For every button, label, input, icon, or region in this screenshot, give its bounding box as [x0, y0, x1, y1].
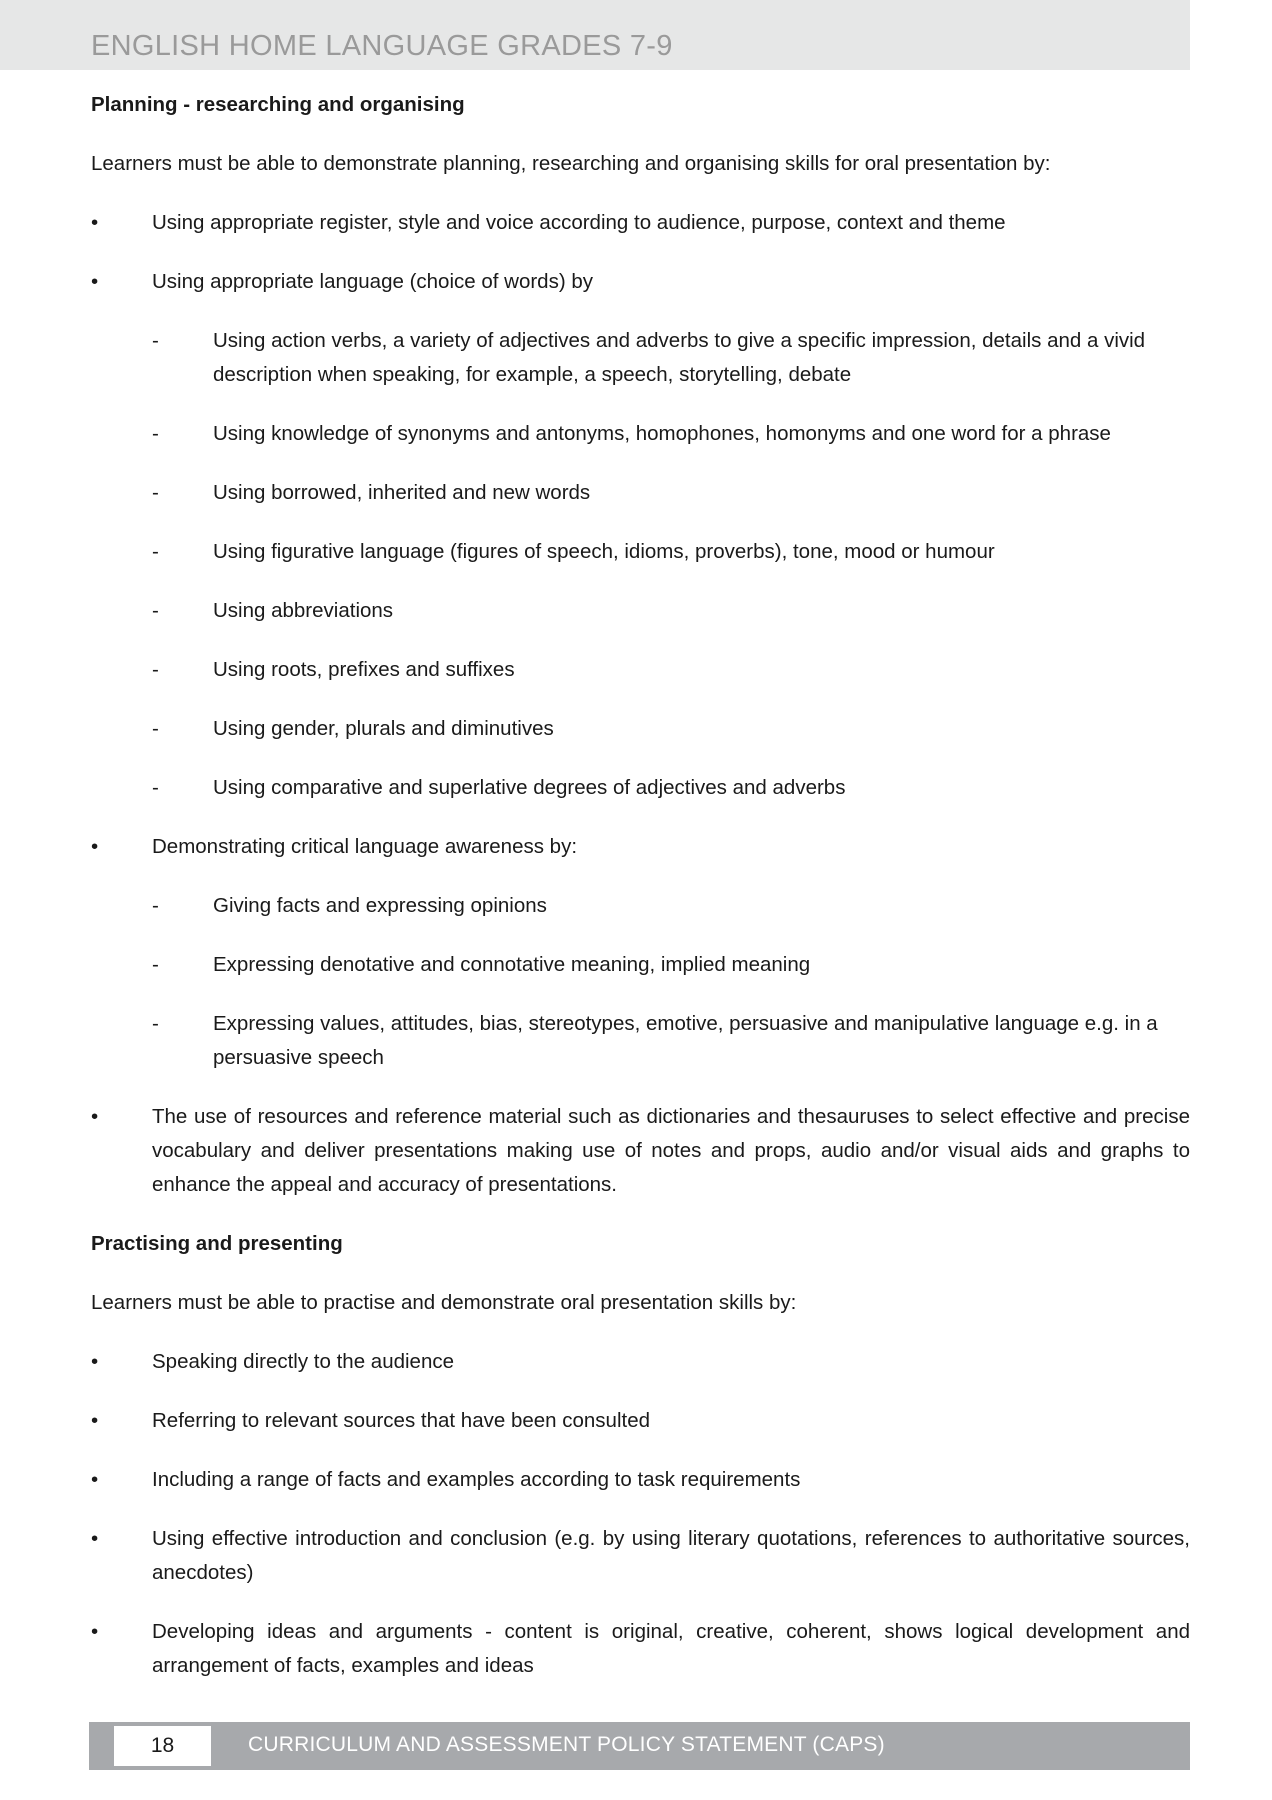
sub-item [91, 535, 1190, 569]
bullet-item [91, 1615, 1190, 1683]
bullet-icon: • [91, 1409, 99, 1432]
dash-icon: - [152, 717, 159, 740]
sub-item-text: Expressing values, attitudes, bias, stereotypes, emotive, persuasive and manipulative language e.g. in a persuasive speech [213, 1012, 1158, 1069]
sub-item-text: Using borrowed, inherited and new words [213, 481, 591, 504]
bullet-text: Using appropriate language (choice of words) by [152, 270, 594, 293]
bullet-icon: • [91, 270, 99, 293]
sub-item [91, 771, 1190, 805]
sub-item [91, 417, 1190, 451]
bullet-item [91, 1522, 1190, 1590]
sub-item-text: Expressing denotative and connotative meaning, implied meaning [213, 953, 811, 976]
bullet-icon: • [91, 1468, 99, 1491]
header-title: ENGLISH HOME LANGUAGE GRADES 7-9 [91, 30, 673, 62]
bullet-item [91, 265, 1190, 299]
bullet-icon: • [91, 835, 99, 858]
dash-icon: - [152, 599, 159, 622]
section-heading-practising: Practising and presenting [91, 1232, 343, 1255]
bullet-item [91, 830, 1190, 864]
dash-icon: - [152, 953, 159, 976]
sub-item-text: Using comparative and superlative degrees of adjectives and adverbs [213, 776, 846, 799]
bullet-icon: • [91, 211, 99, 234]
bullet-item [91, 1100, 1190, 1202]
bullet-item [91, 1463, 1190, 1497]
dash-icon: - [152, 776, 159, 799]
sub-item [91, 889, 1190, 923]
dash-icon: - [152, 422, 159, 445]
bullet-text: Developing ideas and arguments - content is original, creative, coherent, shows logical development and arrangement of facts, examples and ideas [152, 1620, 1190, 1677]
sub-item-text: Giving facts and expressing opinions [213, 894, 547, 917]
bullet-item [91, 1345, 1190, 1379]
sub-item-text: Using knowledge of synonyms and antonyms, homophones, homonyms and one word for a phrase [213, 422, 1111, 445]
bullet-icon: • [91, 1527, 99, 1550]
section-heading-planning: Planning - researching and organising [91, 93, 465, 116]
planning-intro: Learners must be able to demonstrate planning, researching and organising skills for oral presentation by: [91, 152, 1051, 175]
bullet-icon: • [91, 1620, 99, 1643]
dash-icon: - [152, 1012, 159, 1035]
bullet-text: Referring to relevant sources that have been consulted [152, 1409, 650, 1432]
dash-icon: - [152, 540, 159, 563]
page-number: 18 [114, 1726, 211, 1766]
dash-icon: - [152, 481, 159, 504]
bullet-text: Using effective introduction and conclusion (e.g. by using literary quotations, references to authoritative sources, anecdotes) [152, 1527, 1190, 1584]
bullet-text: Using appropriate register, style and voice according to audience, purpose, context and theme [152, 211, 1006, 234]
sub-item-text: Using abbreviations [213, 599, 394, 622]
sub-item [91, 712, 1190, 746]
bullet-item [91, 206, 1190, 240]
dash-icon: - [152, 329, 159, 352]
sub-item [91, 476, 1190, 510]
dash-icon: - [152, 658, 159, 681]
bullet-text: Demonstrating critical language awareness by: [152, 835, 578, 858]
page-content [91, 88, 1190, 1708]
dash-icon: - [152, 894, 159, 917]
sub-item-text: Using roots, prefixes and suffixes [213, 658, 515, 681]
sub-item [91, 324, 1190, 392]
sub-item-text: Using gender, plurals and diminutives [213, 717, 554, 740]
bullet-item [91, 1404, 1190, 1438]
bullet-icon: • [91, 1350, 99, 1373]
bullet-text: Including a range of facts and examples according to task requirements [152, 1468, 801, 1491]
sub-item [91, 1007, 1190, 1075]
practising-intro: Learners must be able to practise and demonstrate oral presentation skills by: [91, 1291, 797, 1314]
bullet-icon: • [91, 1105, 99, 1128]
bullet-text: Speaking directly to the audience [152, 1350, 455, 1373]
footer-title: CURRICULUM AND ASSESSMENT POLICY STATEMENT (CAPS) [248, 1733, 885, 1756]
bullet-text: The use of resources and reference material such as dictionaries and thesauruses to select effective and precise vocabulary and deliver presentations making use of notes and props, audio and/or visual aids and graphs to enhance the appeal and accuracy of presentations. [152, 1105, 1190, 1196]
sub-item-text: Using action verbs, a variety of adjectives and adverbs to give a specific impression, details and a vivid description when speaking, for example, a speech, storytelling, debate [213, 329, 1146, 386]
sub-item-text: Using figurative language (figures of speech, idioms, proverbs), tone, mood or humour [213, 540, 995, 563]
sub-item [91, 948, 1190, 982]
sub-item [91, 653, 1190, 687]
sub-item [91, 594, 1190, 628]
